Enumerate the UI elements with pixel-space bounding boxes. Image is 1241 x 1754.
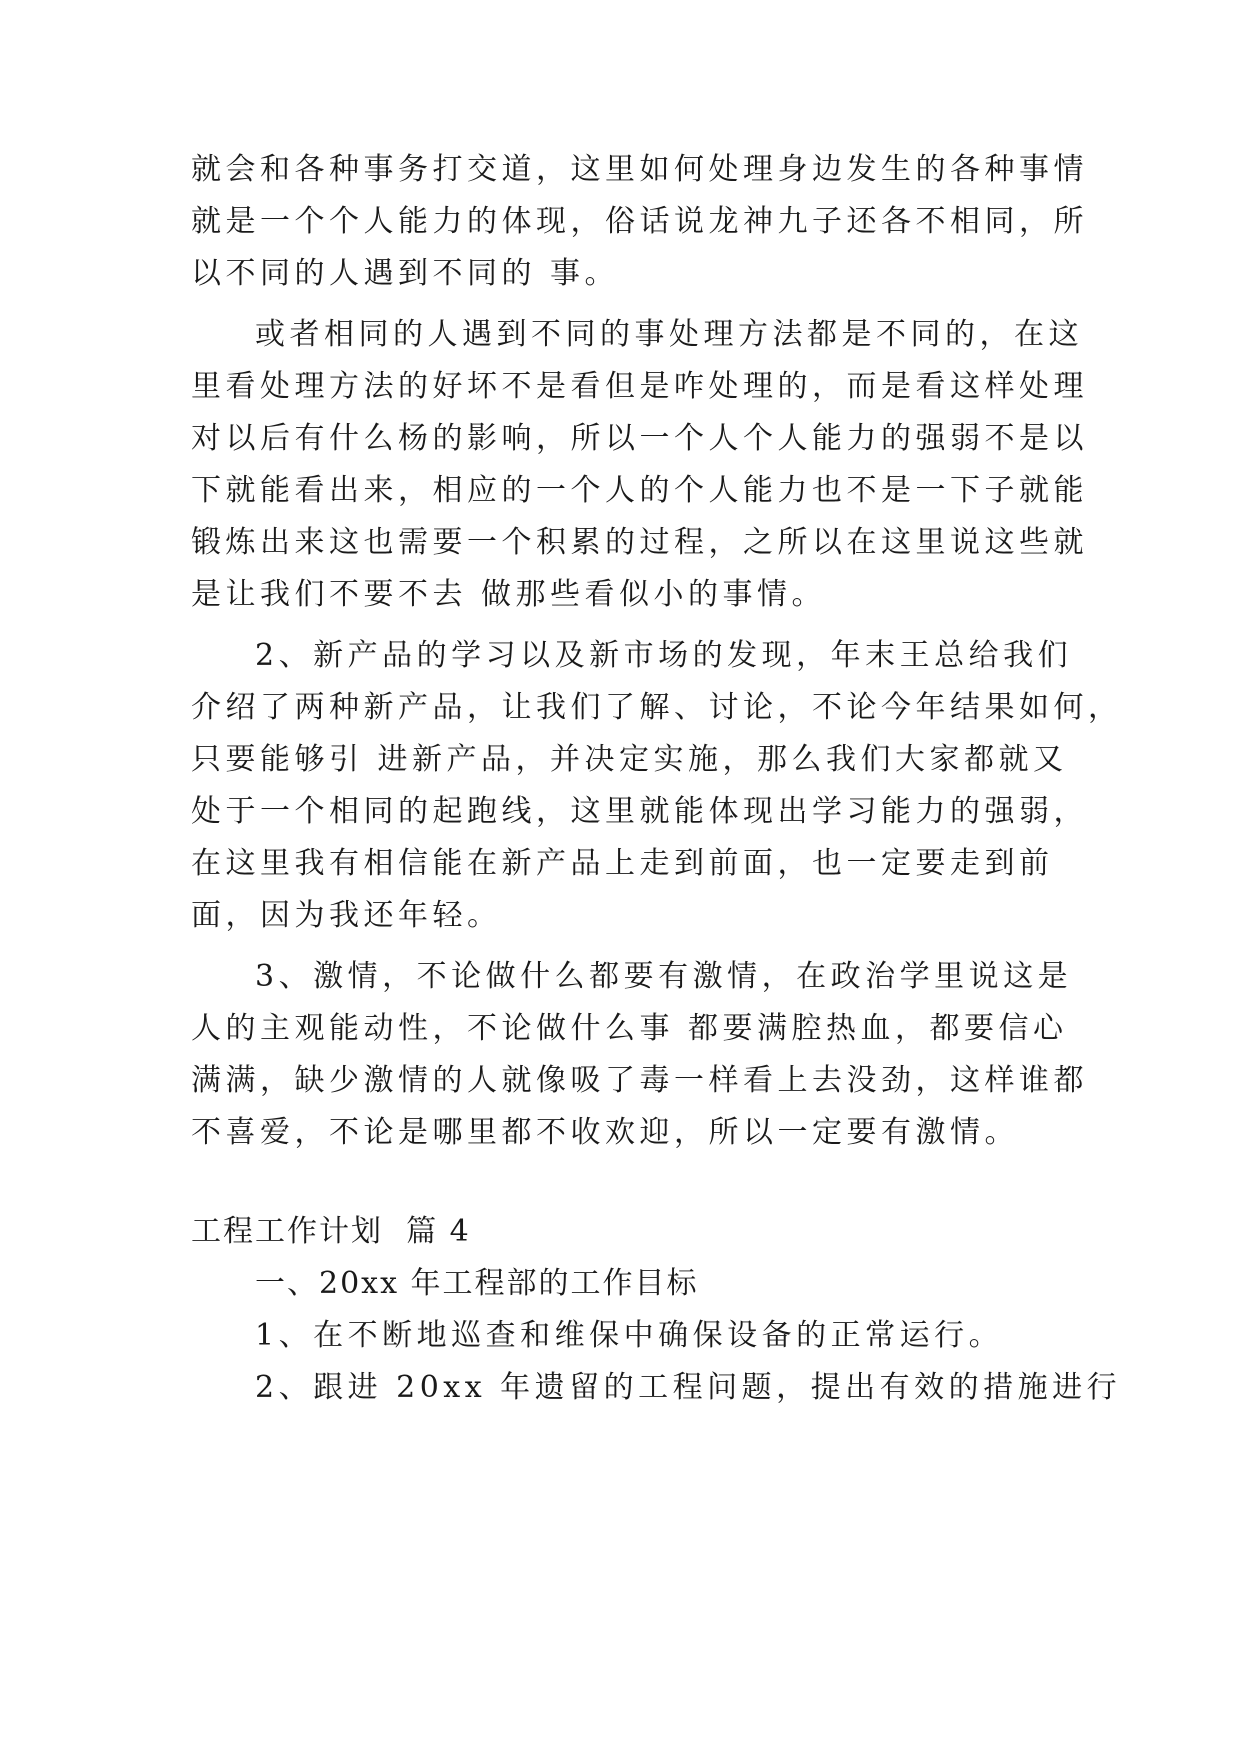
text-line: 不喜爱，不论是哪里都不收欢迎，所以一定要有激情。 — [191, 1115, 1019, 1150]
text-line: 3、激情，不论做什么都要有激情，在政治学里说这是 — [255, 959, 1073, 994]
text-line: 就会和各种事务打交道，这里如何处理身边发生的各种事情 — [191, 152, 1088, 187]
text-line: 以不同的人遇到不同的 事。 — [191, 256, 620, 291]
text-line: 2、跟进 20xx 年遗留的工程问题，提出有效的措施进行 — [255, 1370, 1122, 1405]
text-line: 人的主观能动性，不论做什么事 都要满腔热血，都要信心 — [191, 1011, 1068, 1046]
text-line: 就是一个个人能力的体现，俗话说龙神九子还各不相同，所 — [191, 204, 1088, 239]
text-line: 处于一个相同的起跑线，这里就能体现出学习能力的强弱， — [191, 794, 1088, 829]
text-line: 里看处理方法的好坏不是看但是咋处理的，而是看这样处理 — [191, 369, 1088, 404]
text-line: 满满，缺少激情的人就像吸了毒一样看上去没劲，这样谁都 — [191, 1063, 1088, 1098]
text-line: 介绍了两种新产品，让我们了解、讨论，不论今年结果如何， — [191, 690, 1123, 725]
text-line: 锻炼出来这也需要一个积累的过程，之所以在这里说这些就 — [191, 525, 1088, 560]
text-line: 或者相同的人遇到不同的事处理方法都是不同的，在这 — [255, 317, 1083, 352]
text-line: 下就能看出来，相应的一个人的个人能力也不是一下子就能 — [191, 473, 1088, 508]
text-line: 对以后有什么杨的影响，所以一个人个人能力的强弱不是以 — [191, 421, 1088, 456]
text-line: 2、新产品的学习以及新市场的发现，年末王总给我们 — [255, 638, 1073, 673]
text-line: 在这里我有相信能在新产品上走到前面，也一定要走到前 — [191, 846, 1054, 881]
text-line: 只要能够引 进新产品，并决定实施，那么我们大家都就又 — [191, 742, 1068, 777]
text-line: 是让我们不要不去 做那些看似小的事情。 — [191, 577, 827, 612]
text-line: 1、在不断地巡查和维保中确保设备的正常运行。 — [255, 1318, 1004, 1353]
text-line: 面，因为我还年轻。 — [191, 898, 502, 933]
section-heading: 工程工作计划 篇 4 — [191, 1214, 471, 1249]
text-line: 一、20xx 年工程部的工作目标 — [255, 1266, 699, 1301]
